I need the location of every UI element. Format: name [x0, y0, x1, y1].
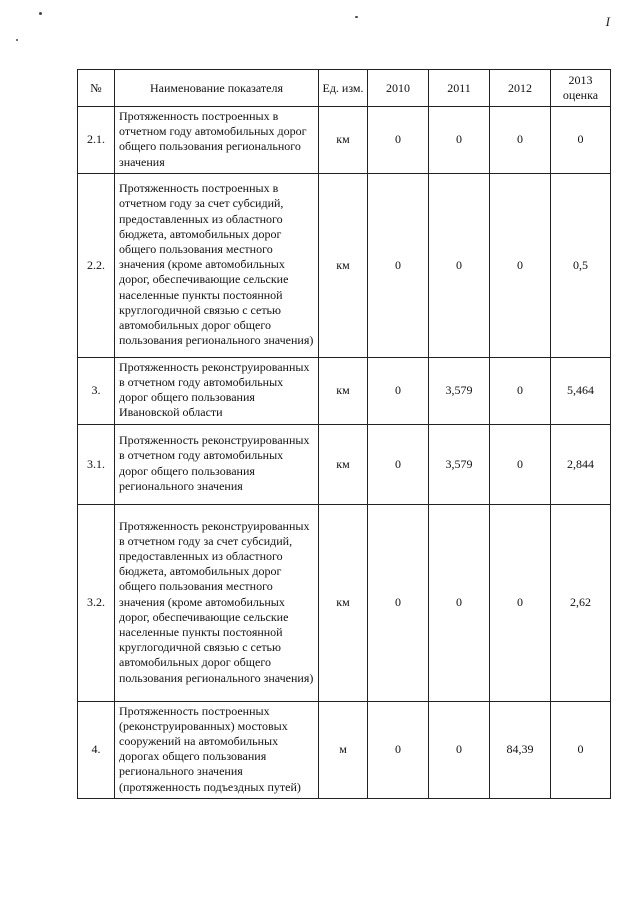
row-2011: 3,579 — [429, 424, 490, 504]
row-unit: км — [319, 107, 368, 174]
row-2010: 0 — [368, 107, 429, 174]
row-2011: 0 — [429, 107, 490, 174]
row-2011: 3,579 — [429, 357, 490, 424]
row-2010: 0 — [368, 701, 429, 798]
table-row — [78, 504, 611, 701]
row-num: 3. — [78, 357, 115, 424]
row-unit: км — [319, 357, 368, 424]
row-name: Протяженность реконструированных в отчетном году автомобильных дорог общего пользования Ивановской области — [115, 357, 319, 424]
row-2013: 2,844 — [551, 424, 611, 504]
row-num: 2.2. — [78, 173, 115, 357]
header-num: № — [78, 70, 115, 107]
row-name: Протяженность построенных (реконструированных) мостовых сооружений на автомобильных дорогах общего пользования регионального значения (протяженность подъездных путей) — [115, 701, 319, 798]
row-name: Протяженность реконструированных в отчетном году автомобильных дорог общего пользования регионального значения — [115, 424, 319, 504]
table-row — [78, 357, 611, 424]
corner-mark: I — [605, 14, 610, 29]
row-2013: 5,464 — [551, 357, 611, 424]
table-header-row — [78, 70, 611, 107]
scan-speck — [355, 16, 358, 18]
header-name: Наименование показателя — [115, 70, 319, 107]
scan-speck — [39, 12, 42, 15]
header-2011: 2011 — [429, 70, 490, 107]
indicators-table — [77, 69, 611, 799]
row-2011: 0 — [429, 701, 490, 798]
row-2012: 0 — [490, 504, 551, 701]
row-unit: км — [319, 424, 368, 504]
row-num: 3.2. — [78, 504, 115, 701]
table-row — [78, 424, 611, 504]
row-2013: 0 — [551, 107, 611, 174]
row-2011: 0 — [429, 173, 490, 357]
table-row — [78, 173, 611, 357]
header-2010: 2010 — [368, 70, 429, 107]
header-2013: 2013 оценка — [551, 70, 611, 107]
row-num: 2.1. — [78, 107, 115, 174]
row-2010: 0 — [368, 357, 429, 424]
row-2012: 0 — [490, 424, 551, 504]
row-2012: 84,39 — [490, 701, 551, 798]
scan-speck — [16, 39, 18, 41]
row-2012: 0 — [490, 357, 551, 424]
row-unit: м — [319, 701, 368, 798]
row-name: Протяженность построенных в отчетном году за счет субсидий, предоставленных из областного бюджета, автомобильных дорог общего пользования местного значения (кроме автомобильных дорог, обеспечивающие сельские населенные пункты постоянной круглогодичной связью с сетью автомобильных дорог общего пользования регионального значения) — [115, 173, 319, 357]
row-num: 3.1. — [78, 424, 115, 504]
row-2013: 0 — [551, 701, 611, 798]
row-2012: 0 — [490, 173, 551, 357]
row-name: Протяженность реконструированных в отчетном году за счет субсидий, предоставленных из областного бюджета, автомобильных дорог общего пользования местного значения (кроме автомобильных дорог, обеспечивающие сельские населенные пункты постоянной круглогодичной связью с сетью автомобильных дорог общего пользования регионального значения) — [115, 504, 319, 701]
header-2012: 2012 — [490, 70, 551, 107]
row-2010: 0 — [368, 424, 429, 504]
table-row — [78, 107, 611, 174]
row-name: Протяженность построенных в отчетном году автомобильных дорог общего пользования регионального значения — [115, 107, 319, 174]
row-2013: 0,5 — [551, 173, 611, 357]
row-2012: 0 — [490, 107, 551, 174]
row-2010: 0 — [368, 173, 429, 357]
row-2011: 0 — [429, 504, 490, 701]
row-2013: 2,62 — [551, 504, 611, 701]
table-row — [78, 701, 611, 798]
row-num: 4. — [78, 701, 115, 798]
header-unit: Ед. изм. — [319, 70, 368, 107]
row-unit: км — [319, 173, 368, 357]
row-unit: км — [319, 504, 368, 701]
row-2010: 0 — [368, 504, 429, 701]
